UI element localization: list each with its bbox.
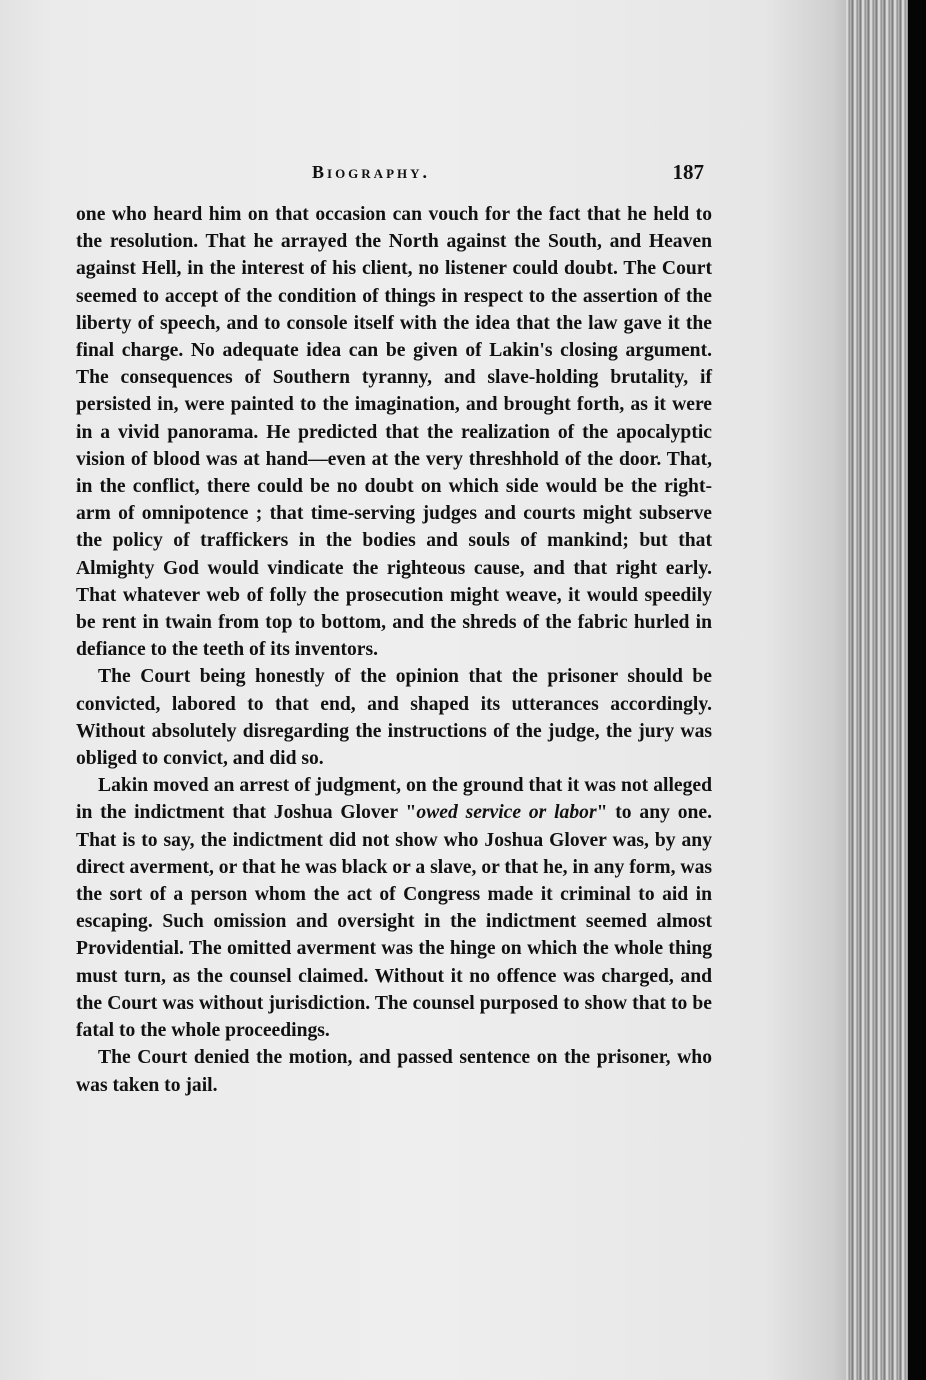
- running-title: Biography.: [312, 162, 431, 182]
- paragraph-3-italic-quote: owed service or labor: [416, 802, 597, 824]
- paragraph-3: [76, 772, 712, 1044]
- paragraph-1: one who heard him on that occasion can vouch for the fact that he held to the resolution. That he arrayed the North against the South, and Heaven against Hell, in the interest of his client, no listener could doubt. The Court seemed to accept of the condition of things in respect to the assertion of the liberty of speech, and to console itself with the idea that the law gave it the final charge. No adequate idea can be given of Lakin's closing argument. The consequences of Southern tyranny, and slave-holding brutality, if persisted in, were painted to the imagination, and brought forth, as it were in a vivid panorama. He predicted that the realization of the apocalyptic vision of blood was at hand—even at the very threshhold of the door. That, in the conflict, there could be no doubt on which side would be the right-arm of omnipotence ; that time-serving judges and courts might subserve the policy of traffickers in the bodies and souls of mankind; but that Almighty God would vindicate the righteous cause, and that right early. That whatever web of folly the prosecution might weave, it would speedily be rent in twain from top to bottom, and the shreds of the fabric hurled in defiance to the teeth of its inventors.: [76, 204, 712, 661]
- paragraph-4: The Court denied the motion, and passed sentence on the prisoner, who was taken to jail.: [76, 1047, 712, 1096]
- paragraph-3-text-after: " to any one. That is to say, the indictment did not show who Joshua Glover was, by any direct averment, or that he was black or a slave, or that he, in any form, was the sort of a person whom the act of Congress made it criminal to aid in escaping. Such omission and oversight in the indictment seemed almost Providential. The omitted averment was the hinge on which the whole thing must turn, as the counsel claimed. Without it no offence was charged, and the Court was without jurisdiction. The counsel purposed to show that to be fatal to the whole proceedings.: [76, 802, 712, 1042]
- paragraph-3-text-before: Lakin moved an arrest of judgment, on the ground that it was not alleged in the indictment that Joshua Glover ": [76, 775, 712, 824]
- body-text: [76, 201, 712, 1099]
- page-number: 187: [672, 160, 704, 184]
- paragraph-2: The Court being honestly of the opinion that the prisoner should be convicted, labored to that end, and shaped its utterances accordingly. Without absolutely disregarding the instructions of the judge, the jury was obliged to convict, and did so.: [76, 666, 712, 770]
- running-head: [76, 160, 710, 190]
- page-edges: [846, 0, 908, 1380]
